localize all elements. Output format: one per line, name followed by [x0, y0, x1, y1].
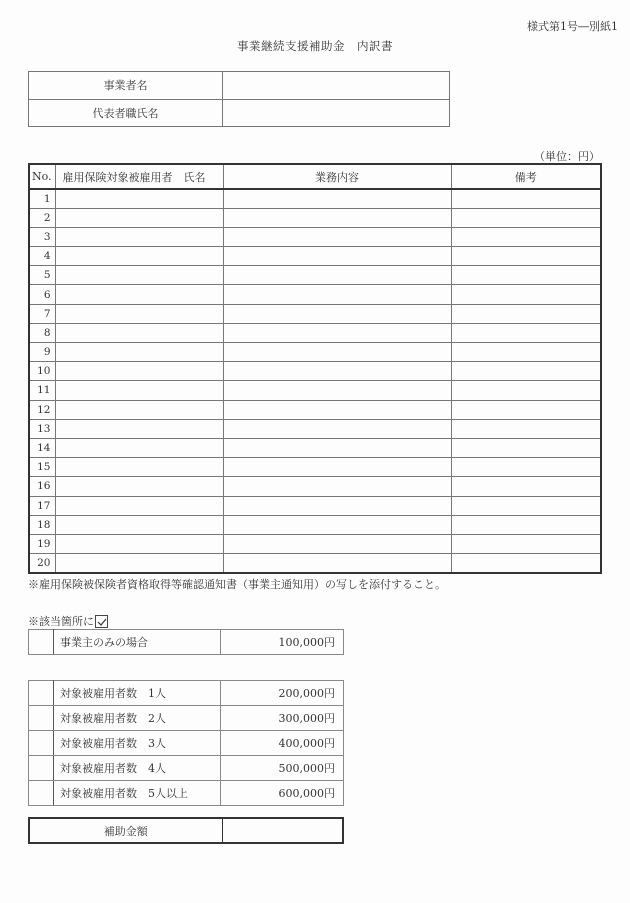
column-header-remarks: 備考 — [451, 164, 601, 189]
option-checkbox[interactable] — [29, 630, 54, 655]
remarks-field[interactable] — [451, 419, 601, 438]
employee-table-header — [29, 164, 601, 189]
employee-name-field[interactable] — [55, 362, 223, 381]
option-checkbox[interactable] — [29, 681, 54, 706]
option-checkbox[interactable] — [29, 731, 54, 756]
work-content-field[interactable] — [223, 496, 451, 515]
table-row — [29, 438, 601, 457]
remarks-field[interactable] — [451, 438, 601, 457]
row-number: 9 — [29, 343, 55, 362]
option-amount: 500,000円 — [221, 756, 344, 781]
row-number: 7 — [29, 304, 55, 323]
table-row — [29, 208, 601, 227]
option-checkbox[interactable] — [29, 706, 54, 731]
table-row — [29, 247, 601, 266]
work-content-field[interactable] — [223, 304, 451, 323]
subsidy-amount-label: 補助金額 — [29, 818, 222, 843]
option-row — [29, 731, 344, 756]
work-content-field[interactable] — [223, 381, 451, 400]
row-number: 19 — [29, 534, 55, 553]
total-row — [29, 818, 343, 843]
unit-label: （単位：円） — [534, 150, 600, 163]
employee-name-field[interactable] — [55, 304, 223, 323]
work-content-field[interactable] — [223, 515, 451, 534]
row-number: 10 — [29, 362, 55, 381]
option-row — [29, 630, 344, 655]
remarks-field[interactable] — [451, 304, 601, 323]
table-row — [29, 323, 601, 342]
table-row — [29, 304, 601, 323]
applicant-info-table — [28, 71, 450, 127]
row-number: 15 — [29, 458, 55, 477]
work-content-field[interactable] — [223, 477, 451, 496]
column-header-work: 業務内容 — [223, 164, 451, 189]
employee-count-option-table — [28, 680, 344, 806]
row-number: 20 — [29, 554, 55, 573]
option-label: 対象被雇用者数 3人 — [54, 731, 221, 756]
table-row — [29, 227, 601, 246]
table-row — [29, 554, 601, 573]
row-number: 16 — [29, 477, 55, 496]
work-content-field[interactable] — [223, 189, 451, 208]
table-row — [29, 285, 601, 304]
option-label: 対象被雇用者数 5人以上 — [54, 781, 221, 806]
representative-label: 代表者職氏名 — [29, 99, 223, 127]
option-row — [29, 756, 344, 781]
employee-name-field[interactable] — [55, 419, 223, 438]
subsidy-total-table — [28, 817, 344, 844]
work-content-field[interactable] — [223, 458, 451, 477]
option-amount: 100,000円 — [221, 630, 344, 655]
work-content-field[interactable] — [223, 247, 451, 266]
work-content-field[interactable] — [223, 266, 451, 285]
option-amount: 600,000円 — [221, 781, 344, 806]
option-row — [29, 681, 344, 706]
work-content-field[interactable] — [223, 554, 451, 573]
table-row — [29, 362, 601, 381]
business-name-label: 事業者名 — [29, 72, 223, 100]
remarks-field[interactable] — [451, 381, 601, 400]
work-content-field[interactable] — [223, 285, 451, 304]
employee-name-field[interactable] — [55, 458, 223, 477]
remarks-field[interactable] — [451, 400, 601, 419]
employee-name-field[interactable] — [55, 323, 223, 342]
employee-name-field[interactable] — [55, 189, 223, 208]
remarks-field[interactable] — [451, 247, 601, 266]
row-number: 12 — [29, 400, 55, 419]
column-header-no: No. — [29, 164, 55, 189]
row-number: 17 — [29, 496, 55, 515]
row-number: 8 — [29, 323, 55, 342]
table-row — [29, 400, 601, 419]
table-row — [29, 496, 601, 515]
employee-name-field[interactable] — [55, 227, 223, 246]
employee-name-field[interactable] — [55, 208, 223, 227]
form-number: 様式第1号―別紙1 — [527, 20, 618, 33]
work-content-field[interactable] — [223, 343, 451, 362]
subsidy-amount-field[interactable] — [222, 818, 343, 843]
row-number: 18 — [29, 515, 55, 534]
row-number: 6 — [29, 285, 55, 304]
remarks-field[interactable] — [451, 323, 601, 342]
table-row — [29, 343, 601, 362]
check-instruction — [28, 613, 108, 629]
row-number: 13 — [29, 419, 55, 438]
row-number: 11 — [29, 381, 55, 400]
employee-name-field[interactable] — [55, 247, 223, 266]
employee-name-field[interactable] — [55, 266, 223, 285]
row-number: 5 — [29, 266, 55, 285]
remarks-field[interactable] — [451, 534, 601, 553]
option-amount: 200,000円 — [221, 681, 344, 706]
document-title: 事業継続支援補助金 内訳書 — [237, 39, 393, 53]
remarks-field[interactable] — [451, 266, 601, 285]
employee-table — [28, 163, 602, 574]
table-row — [29, 419, 601, 438]
representative-field[interactable] — [223, 99, 450, 127]
table-row — [29, 458, 601, 477]
row-number: 3 — [29, 227, 55, 246]
table-row — [29, 189, 601, 208]
owner-only-option-table — [28, 629, 344, 655]
employee-name-field[interactable] — [55, 400, 223, 419]
info-row-representative — [29, 99, 450, 127]
row-number: 14 — [29, 438, 55, 457]
employee-name-field[interactable] — [55, 438, 223, 457]
remarks-field[interactable] — [451, 477, 601, 496]
employee-name-field[interactable] — [55, 554, 223, 573]
table-row — [29, 534, 601, 553]
option-checkbox[interactable] — [29, 781, 54, 806]
option-label: 対象被雇用者数 2人 — [54, 706, 221, 731]
employee-name-field[interactable] — [55, 534, 223, 553]
remarks-field[interactable] — [451, 343, 601, 362]
check-instruction-text: ※該当箇所に — [28, 615, 94, 628]
option-label: 対象被雇用者数 1人 — [54, 681, 221, 706]
row-number: 2 — [29, 208, 55, 227]
employee-name-field[interactable] — [55, 496, 223, 515]
attachment-note: ※雇用保険被保険者資格取得等確認通知書（事業主通知用）の写しを添付すること。 — [28, 578, 446, 591]
employee-name-field[interactable] — [55, 343, 223, 362]
column-header-name: 雇用保険対象被雇用者 氏名 — [55, 164, 223, 189]
option-label: 対象被雇用者数 4人 — [54, 756, 221, 781]
checkbox-checked-icon — [95, 615, 108, 628]
remarks-field[interactable] — [451, 189, 601, 208]
work-content-field[interactable] — [223, 419, 451, 438]
option-checkbox[interactable] — [29, 756, 54, 781]
remarks-field[interactable] — [451, 285, 601, 304]
remarks-field[interactable] — [451, 515, 601, 534]
row-number: 1 — [29, 189, 55, 208]
work-content-field[interactable] — [223, 534, 451, 553]
remarks-field[interactable] — [451, 362, 601, 381]
table-row — [29, 515, 601, 534]
table-row — [29, 477, 601, 496]
table-row — [29, 381, 601, 400]
remarks-field[interactable] — [451, 208, 601, 227]
row-number: 4 — [29, 247, 55, 266]
work-content-field[interactable] — [223, 208, 451, 227]
info-row-business-name — [29, 72, 450, 100]
employee-name-field[interactable] — [55, 477, 223, 496]
work-content-field[interactable] — [223, 400, 451, 419]
remarks-field[interactable] — [451, 458, 601, 477]
option-amount: 300,000円 — [221, 706, 344, 731]
employee-name-field[interactable] — [55, 285, 223, 304]
work-content-field[interactable] — [223, 362, 451, 381]
option-label: 事業主のみの場合 — [54, 630, 221, 655]
employee-name-field[interactable] — [55, 515, 223, 534]
work-content-field[interactable] — [223, 323, 451, 342]
option-amount: 400,000円 — [221, 731, 344, 756]
remarks-field[interactable] — [451, 496, 601, 515]
business-name-field[interactable] — [223, 72, 450, 100]
remarks-field[interactable] — [451, 554, 601, 573]
work-content-field[interactable] — [223, 438, 451, 457]
remarks-field[interactable] — [451, 227, 601, 246]
option-row — [29, 781, 344, 806]
table-row — [29, 266, 601, 285]
employee-name-field[interactable] — [55, 381, 223, 400]
option-row — [29, 706, 344, 731]
work-content-field[interactable] — [223, 227, 451, 246]
